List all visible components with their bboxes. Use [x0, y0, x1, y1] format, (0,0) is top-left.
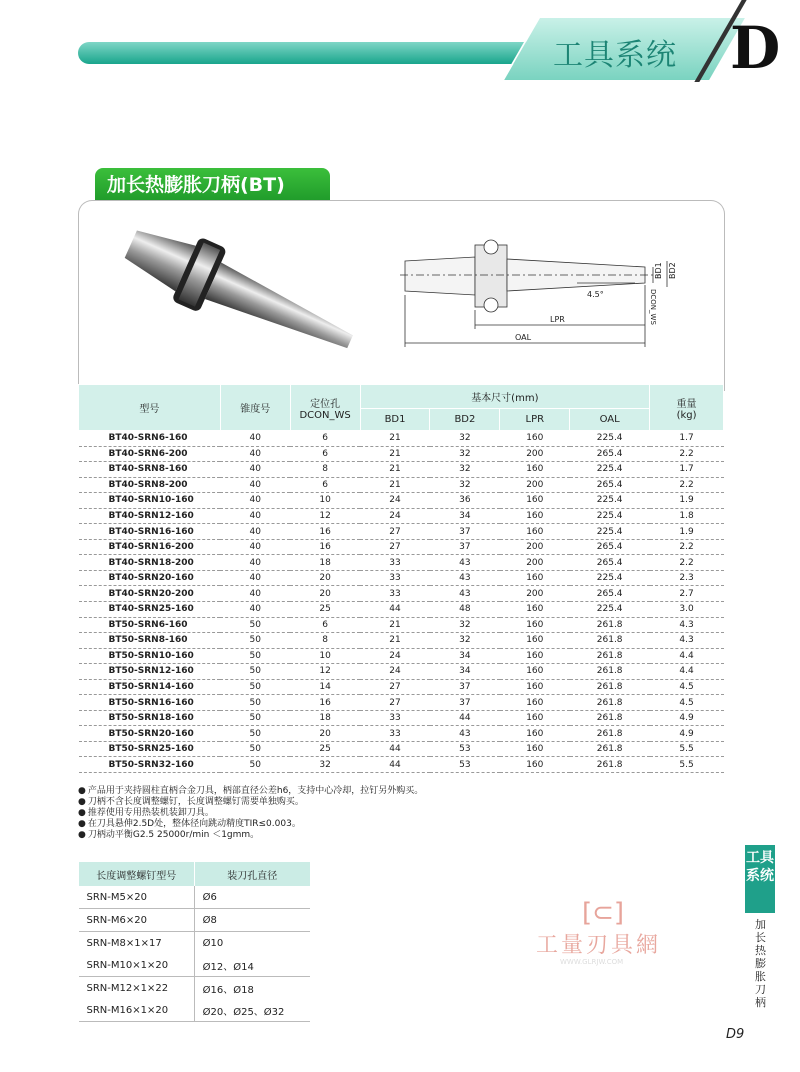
col-lpr: LPR — [500, 409, 570, 431]
table-row: SRN-M5×20 Ø6 — [79, 886, 311, 909]
col-bd2: BD2 — [430, 409, 500, 431]
bd2-label: BD2 — [668, 262, 677, 279]
technical-drawing — [395, 225, 705, 350]
table-row: SRN-M12×1×22 Ø16、Ø18 — [79, 977, 311, 1000]
table-row: BT40-SRN25-160 40 25 44 48 160 225.4 3.0 — [79, 602, 724, 618]
watermark-name: 工量刃具網 — [536, 933, 662, 958]
table-row: BT40-SRN6-160 40 6 21 32 160 225.4 1.7 — [79, 431, 724, 447]
table-row: BT50-SRN12-160 50 12 24 34 160 261.8 4.4 — [79, 664, 724, 680]
col-bd1: BD1 — [360, 409, 430, 431]
table-row: SRN-M16×1×20 Ø20、Ø25、Ø32 — [79, 999, 311, 1022]
table-row: BT40-SRN12-160 40 12 24 34 160 225.4 1.8 — [79, 508, 724, 524]
note-item: ● 在刀具悬伸2.5D处，整体径向跳动精度TIR≤0.003。 — [78, 819, 423, 830]
lpr-label: LPR — [550, 315, 565, 324]
table-row: BT40-SRN18-200 40 18 33 43 200 265.4 2.2 — [79, 555, 724, 571]
screw-table — [78, 862, 310, 1022]
table-row: SRN-M10×1×20 Ø12、Ø14 — [79, 954, 311, 977]
col-taper: 锥度号 — [220, 385, 290, 431]
col-model: 型号 — [79, 385, 221, 431]
table-row: BT50-SRN8-160 50 8 21 32 160 261.8 4.3 — [79, 633, 724, 649]
side-tab-subtitle: 加长热膨胀刀柄 — [755, 918, 766, 1009]
table-row: BT50-SRN16-160 50 16 27 37 160 261.8 4.5 — [79, 695, 724, 711]
angle-label: 4.5° — [587, 290, 604, 299]
table-row: SRN-M6×20 Ø8 — [79, 909, 311, 932]
table-row: BT40-SRN8-160 40 8 21 32 160 225.4 1.7 — [79, 462, 724, 478]
section-title: 加长热膨胀刀柄(BT) — [95, 168, 330, 202]
table-row: BT40-SRN8-200 40 6 21 32 200 265.4 2.2 — [79, 477, 724, 493]
table-row: SRN-M8×1×17 Ø10 — [79, 932, 311, 955]
note-item: ● 产品用于夹持圆柱直柄合金刀具，柄部直径公差h6，支持中心冷却，拉钉另外购买。 — [78, 786, 423, 797]
tool-holder-photo — [110, 220, 380, 370]
table-row: BT50-SRN18-160 50 18 33 44 160 261.8 4.9 — [79, 710, 724, 726]
table-row: BT40-SRN20-160 40 20 33 43 160 225.4 2.3 — [79, 570, 724, 586]
table-row: BT50-SRN20-160 50 20 33 43 160 261.8 4.9 — [79, 726, 724, 742]
table-row: BT50-SRN6-160 50 6 21 32 160 261.8 4.3 — [79, 617, 724, 633]
watermark-url: WWW.GLRJW.COM — [560, 958, 624, 966]
oal-label: OAL — [515, 333, 532, 342]
table-row: BT50-SRN10-160 50 10 24 34 160 261.8 4.4 — [79, 648, 724, 664]
table-row: BT50-SRN14-160 50 14 27 37 160 261.8 4.5 — [79, 679, 724, 695]
note-item: ● 刀柄不含长度调整螺钉，长度调整螺钉需要单独购买。 — [78, 797, 423, 808]
table-row: BT40-SRN6-200 40 6 21 32 200 265.4 2.2 — [79, 446, 724, 462]
note-item: ● 推荐使用专用热装机装卸刀具。 — [78, 808, 423, 819]
notes — [78, 786, 423, 841]
table-row: BT40-SRN10-160 40 10 24 36 160 225.4 1.9 — [79, 493, 724, 509]
table-row: BT50-SRN25-160 50 25 44 53 160 261.8 5.5 — [79, 741, 724, 757]
col-basic-dims: 基本尺寸(mm) — [360, 385, 649, 409]
col-weight: 重量 (kg) — [650, 385, 724, 431]
page-number: D9 — [726, 1027, 745, 1042]
col-screw-model: 长度调整螺钉型号 — [79, 862, 195, 886]
watermark-logo-icon: [⊂] — [582, 898, 625, 928]
bd1-label: BD1 — [654, 262, 663, 279]
page-title: 工具系统 — [553, 38, 677, 73]
col-hole-diameter: 装刀孔直径 — [194, 862, 310, 886]
table-row: BT40-SRN16-160 40 16 27 37 160 225.4 1.9 — [79, 524, 724, 540]
col-dcon: 定位孔 DCON_WS — [290, 385, 360, 431]
spec-table — [78, 384, 724, 773]
table-row: BT50-SRN32-160 50 32 44 53 160 261.8 5.5 — [79, 757, 724, 773]
note-item: ● 刀柄动平衡G2.5 25000r/min ＜1gmm。 — [78, 830, 423, 841]
col-oal: OAL — [570, 409, 650, 431]
side-tab: 工具系统 — [745, 845, 775, 913]
table-row: BT40-SRN20-200 40 20 33 43 200 265.4 2.7 — [79, 586, 724, 602]
dcon-label: DCON_WS — [649, 289, 657, 325]
chapter-letter: D — [730, 14, 781, 82]
table-row: BT40-SRN16-200 40 16 27 37 200 265.4 2.2 — [79, 539, 724, 555]
